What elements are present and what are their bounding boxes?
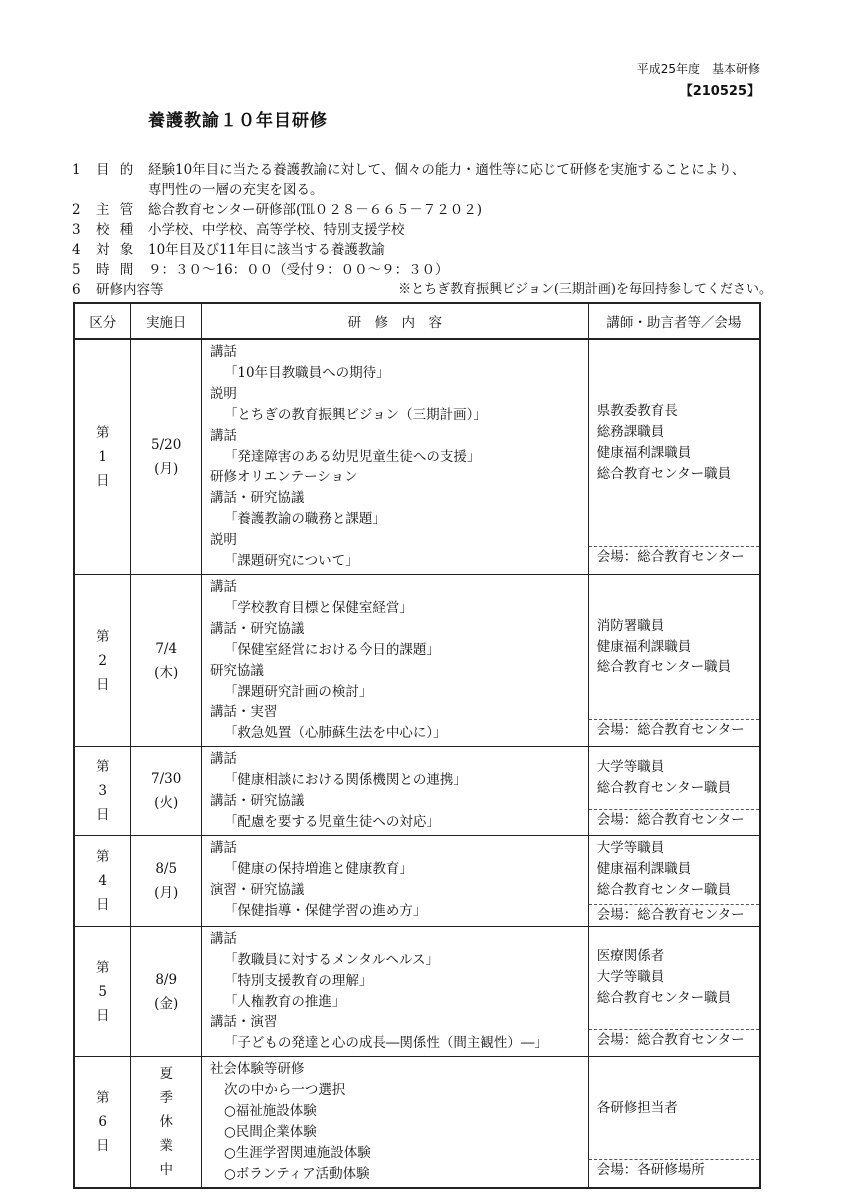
content-subitem: 「課題研究について」 <box>223 553 359 570</box>
day-label-char: 4 <box>98 872 108 889</box>
day-label-char: 日 <box>95 807 110 824</box>
date-vertical-char: 夏 <box>159 1066 173 1082</box>
date-vertical-char: 季 <box>159 1090 173 1106</box>
lecturer-item: 総合教育センター職員 <box>596 881 732 898</box>
lecturer-list <box>589 836 759 904</box>
content-subitem: 「発達障害のある幼児児童生徒への支援」 <box>223 448 481 465</box>
lecturer-item: 総合教育センター職員 <box>596 780 732 797</box>
day-label-char: 日 <box>95 676 110 693</box>
lecturer-venue <box>588 926 760 1056</box>
content-subitem: 「養護教諭の職務と課題」 <box>223 511 386 528</box>
session-date <box>131 835 201 926</box>
day-label-char: 5 <box>98 983 108 1000</box>
lecturer-venue <box>588 835 760 926</box>
lecturer-item: 総務課職員 <box>596 424 665 441</box>
header-course-code: 【210525】 <box>679 84 760 99</box>
table-row <box>74 574 760 746</box>
content-subitem: 「配慮を要する児童生徒への対応」 <box>223 813 440 830</box>
day-label-char: 第 <box>95 848 110 865</box>
day-label <box>74 339 131 574</box>
schedule-body <box>74 339 760 1188</box>
day-label-char: 第 <box>95 759 110 776</box>
lecturer-item: 総合教育センター職員 <box>596 659 732 676</box>
content-item: 講話 <box>209 751 237 768</box>
header-course-type: 平成25年度 基本研修 <box>636 62 760 76</box>
lecturer-item: 大学等職員 <box>596 759 665 776</box>
content-item: 説明 <box>209 385 237 402</box>
day-label <box>74 926 131 1056</box>
date-value: 8/5 <box>155 860 178 877</box>
info-time: 5 時 間 ９：３０～16：００（受付９：００～９：３０） <box>72 262 449 278</box>
info-organizer: 2 主 管 総合教育センター研修部(℡０２８－６６５－７２０２) <box>72 202 482 218</box>
day-label <box>74 835 131 926</box>
venue-label: 会場：総合教育センター <box>589 546 759 568</box>
lecturer-venue-wrap <box>589 575 759 741</box>
lecturer-item: 総合教育センター職員 <box>596 465 732 482</box>
day-label-char: 日 <box>95 472 110 489</box>
course-info <box>72 160 772 300</box>
session-content <box>201 747 588 836</box>
content-item: 説明 <box>209 532 237 549</box>
day-label <box>74 574 131 746</box>
lecturer-venue-wrap <box>589 1057 759 1181</box>
content-subitem: 「保健室経営における今日的課題」 <box>223 641 440 658</box>
lecturer-item: 各研修担当者 <box>596 1099 678 1116</box>
lecturer-item: 健康福利課職員 <box>596 638 692 655</box>
session-content <box>201 574 588 746</box>
venue-label: 会場：総合教育センター <box>589 1029 759 1051</box>
day-of-week: (火) <box>154 795 179 812</box>
lecturer-list <box>589 747 759 809</box>
session-date <box>131 574 201 746</box>
day-label-char: 6 <box>98 1114 108 1130</box>
lecturer-venue-wrap <box>589 836 759 926</box>
info-target: 4 対 象 10年目及び11年目に該当する養護教諭 <box>72 242 385 258</box>
session-date <box>131 926 201 1056</box>
content-item: 講話 <box>209 427 237 444</box>
content-subitem: 「教職員に対するメンタルヘルス」 <box>223 951 439 968</box>
session-date <box>131 747 201 836</box>
venue-label: 会場：総合教育センター <box>589 904 759 926</box>
table-row <box>74 747 760 836</box>
content-item: 講話・研究協議 <box>209 793 305 810</box>
day-label-char: 日 <box>95 1007 110 1024</box>
content-item: 講話 <box>209 578 237 595</box>
lecturer-item: 県教委教育長 <box>596 403 678 420</box>
info-school-type: 3 校 種 小学校、中学校、高等学校、特別支援学校 <box>72 222 405 238</box>
col-header-lecturer: 講師・助言者等／会場 <box>588 303 760 339</box>
day-label <box>74 747 131 836</box>
date-value: 7/4 <box>155 640 178 657</box>
info-purpose-cont: 専門性の一層の充実を図る。 <box>148 182 324 198</box>
day-label <box>74 1057 131 1188</box>
content-item: 講話・研究協議 <box>209 620 305 637</box>
lecturer-list <box>589 340 759 546</box>
content-item: 講話・演習 <box>209 1014 278 1031</box>
content-item: 講話 <box>209 839 237 856</box>
date-value: 7/30 <box>151 771 182 788</box>
day-label-char: 日 <box>95 1138 110 1154</box>
table-row <box>74 1057 760 1188</box>
col-header-date: 実施日 <box>131 303 201 339</box>
table-header-row <box>74 303 760 339</box>
col-header-content: 研 修 内 容 <box>201 303 588 339</box>
content-item: 講話 <box>209 930 237 947</box>
info-contents: 6 研修内容等 ※とちぎ教育振興ビジョン(三期計画)を毎回持参してください。 <box>72 282 772 298</box>
table-row <box>74 835 760 926</box>
date-value: 8/9 <box>155 971 178 988</box>
day-of-week: (月) <box>154 884 179 901</box>
info-purpose: 1 目 的 経験10年目に当たる養護教諭に対して、個々の能力・適性等に応じて研修を実施することにより、 <box>72 162 746 178</box>
lecturer-list <box>589 575 759 719</box>
day-of-week: (月) <box>154 460 179 477</box>
table-row <box>74 339 760 574</box>
lecturer-venue-wrap <box>589 340 759 568</box>
date-vertical-char: 中 <box>159 1162 173 1178</box>
day-label-char: 3 <box>98 783 108 800</box>
content-item: 演習・研究協議 <box>209 881 305 898</box>
session-date <box>131 1057 201 1188</box>
session-content <box>201 926 588 1056</box>
day-label-char: 2 <box>98 652 108 669</box>
venue-label: 会場：各研修場所 <box>589 1159 759 1181</box>
content-subitem: ○ボランティア活動体験 <box>223 1165 370 1182</box>
content-subitem: 「10年目教職員への期待」 <box>223 364 390 381</box>
table-row <box>74 926 760 1056</box>
content-item: 講話・研究協議 <box>209 490 305 507</box>
lecturer-list <box>589 927 759 1029</box>
session-content <box>201 835 588 926</box>
lecturer-venue-wrap <box>589 747 759 831</box>
lecturer-venue <box>588 339 760 574</box>
venue-label: 会場：総合教育センター <box>589 719 759 741</box>
content-subitem: 「保健指導・保健学習の進め方」 <box>223 902 427 919</box>
lecturer-item: 健康福利課職員 <box>596 445 692 461</box>
lecturer-venue <box>588 574 760 746</box>
content-subitem: 次の中から一つ選択 <box>223 1082 346 1099</box>
date-vertical-char: 休 <box>159 1114 173 1130</box>
date-value: 5/20 <box>151 436 182 453</box>
lecturer-item: 消防署職員 <box>596 617 665 634</box>
lecturer-item: 医療関係者 <box>596 948 665 965</box>
lecturer-venue-wrap <box>589 927 759 1051</box>
schedule-table <box>73 302 761 1189</box>
session-content <box>201 1057 588 1188</box>
day-label-char: 1 <box>98 448 108 465</box>
day-label-char: 第 <box>95 424 110 441</box>
content-subitem: 「人権教育の推進」 <box>223 993 346 1010</box>
content-subitem: ○福祉施設体験 <box>223 1103 317 1120</box>
day-label-char: 日 <box>95 896 110 913</box>
content-item: 研究協議 <box>209 662 264 679</box>
content-subitem: 「課題研究計画の検討」 <box>223 683 373 700</box>
day-of-week: (金) <box>154 995 179 1012</box>
lecturer-venue <box>588 1057 760 1188</box>
page-title: 養護教諭１０年目研修 <box>148 111 328 131</box>
session-date <box>131 339 201 574</box>
content-subitem: ○生涯学習関連施設体験 <box>223 1144 371 1161</box>
col-header-kubun: 区分 <box>74 303 131 339</box>
content-subitem: 「特別支援教育の理解」 <box>223 972 373 989</box>
venue-label: 会場：総合教育センター <box>589 809 759 831</box>
content-subitem: 「救急処置（心肺蘇生法を中心に）」 <box>223 725 447 742</box>
content-item: 講話 <box>209 344 237 360</box>
content-item: 研修オリエンテーション <box>209 469 358 486</box>
day-label-char: 第 <box>95 628 110 645</box>
lecturer-list <box>589 1057 759 1159</box>
content-subitem: 「学校教育目標と保健室経営」 <box>223 599 413 616</box>
session-content <box>201 339 588 574</box>
lecturer-item: 大学等職員 <box>596 839 665 856</box>
content-item: 社会体験等研修 <box>209 1061 305 1078</box>
content-subitem: 「健康相談における関係機関との連携」 <box>223 772 467 789</box>
content-subitem: 「とちぎの教育振興ビジョン（三期計画）」 <box>223 406 487 423</box>
lecturer-venue <box>588 747 760 836</box>
lecturer-item: 総合教育センター職員 <box>596 990 732 1007</box>
day-of-week: (木) <box>154 664 179 681</box>
lecturer-item: 大学等職員 <box>596 969 665 986</box>
content-subitem: ○民間企業体験 <box>223 1124 317 1140</box>
lecturer-item: 健康福利課職員 <box>596 860 692 877</box>
day-label-char: 第 <box>95 1090 110 1106</box>
info-note: ※とちぎ教育振興ビジョン(三期計画)を毎回持参してください。 <box>398 282 772 297</box>
date-vertical-char: 業 <box>159 1138 173 1154</box>
content-item: 講話・実習 <box>209 704 278 721</box>
content-subitem: 「子どもの発達と心の成長―関係性（間主観性）―」 <box>223 1035 548 1052</box>
day-label-char: 第 <box>95 959 110 976</box>
content-subitem: 「健康の保持増進と健康教育」 <box>223 860 413 877</box>
